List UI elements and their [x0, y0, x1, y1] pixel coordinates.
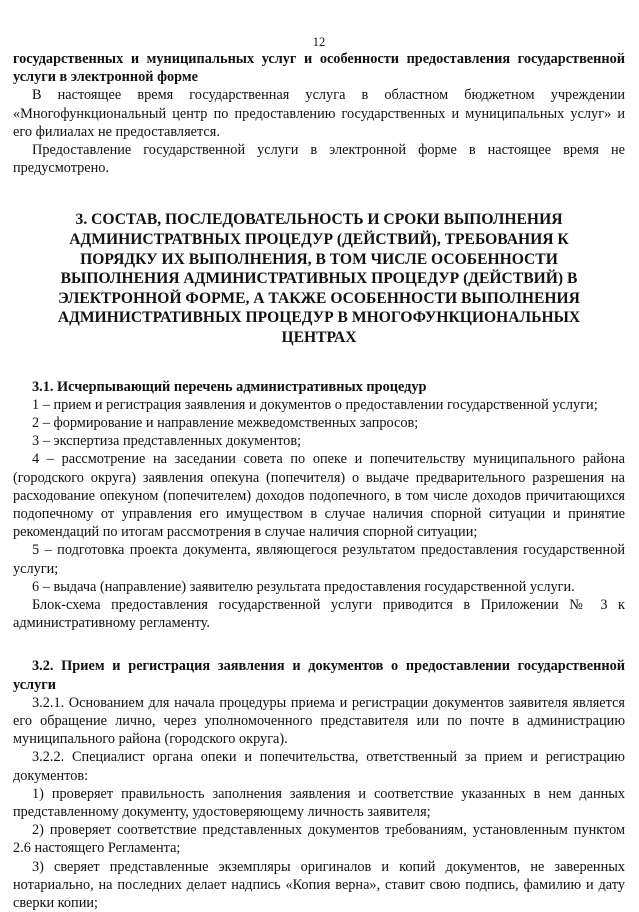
page-number: 12: [312, 35, 326, 49]
procedure-item: 4 – рассмотрение на заседании совета по опеке и попечительству муниципального района (городского округа) заявления опекуна (попечителя) о выдаче предварительного разрешения на расходование опекуном (попечителем) доходов подопечного, в том числе доходов причитающихся подопечному от управления его имуществом в случае наличия спорной ситуации и принятие рекомендаций по итогам рассмотрения в случае наличия спорной ситуации;: [13, 451, 625, 541]
section-3-2-heading: 3.2. Прием и регистрация заявления и документов о предоставлении государственной услуги: [13, 658, 625, 693]
procedure-item: 1 – прием и регистрация заявления и документов о предоставлении государственной услуги;: [32, 396, 598, 413]
procedure-item: 6 – выдача (направление) заявителю результата предоставления государственной услуги.: [32, 578, 575, 595]
section-3-title: 3. СОСТАВ, ПОСЛЕДОВАТЕЛЬНОСТЬ И СРОКИ ВЫПОЛНЕНИЯ АДМИНИСТРАТВНЫХ ПРОЦЕДУР (ДЕЙСТВИЙ), ТРЕБОВАНИЯ К ПОРЯДКУ ИХ ВЫПОЛНЕНИЯ, В ТОМ ЧИСЛЕ ОСОБЕННОСТИ ВЫПОЛНЕНИЯ АДМИНИСТРАТИВНЫХ ПРОЦЕДУР (ДЕЙСТВИЙ) В ЭЛЕКТРОННОЙ ФОРМЕ, А ТАКЖЕ ОСОБЕННОСТИ ВЫПОЛНЕНИЯ АДМИНИСТРАТИВНЫХ ПРОЦЕДУР В МНОГОФУНКЦИОНАЛЬНЫХ ЦЕНТРАХ: [57, 211, 581, 346]
check-step: 1) проверяет правильность заполнения заявления и соответствие указанных в нем данных представленному документу, удостоверяющему личность заявителя;: [13, 785, 625, 821]
previous-heading-tail: государственных и муниципальных услуг и особенности предоставления государственной услуги в электронной форме: [13, 51, 625, 86]
document-page: [13, 0, 625, 912]
section-3-1-heading: 3.1. Исчерпывающий перечень административных процедур: [32, 378, 427, 395]
procedure-item: 2 – формирование и направление межведомственных запросов;: [32, 414, 419, 431]
flowchart-note: Блок-схема предоставления государственной услуги приводится в Приложении № 3 к административному регламенту.: [13, 597, 625, 632]
check-step: 3) сверяет представленные экземпляры оригиналов и копий документов, не заверенных нотариально, на последних делает надпись «Копия верна», ставит свою подпись, фамилию и дату сверки копии;: [13, 858, 625, 912]
intro-paragraph: Предоставление государственной услуги в электронной форме в настоящее время не предусмотрено.: [13, 142, 625, 177]
check-step: 2) проверяет соответствие представленных документов требованиям, установленным пунктом 2.6 настоящего Регламента;: [13, 822, 625, 857]
paragraph-3-2-1: 3.2.1. Основанием для начала процедуры приема и регистрации документов заявителя является его обращение лично, через уполномоченного представителя или по почте в администрацию муниципального района (городского округа).: [13, 694, 625, 748]
procedure-item: 3 – экспертиза представленных документов;: [32, 433, 302, 450]
intro-paragraph: В настоящее время государственная услуга в областном бюджетном учреждении «Многофункциональный центр по предоставлению государственных и муниципальных услуг» и его филиалах не предоставляется.: [13, 87, 625, 140]
procedure-item: 5 – подготовка проекта документа, являющегося результатом предоставления государственной услуги;: [13, 542, 625, 577]
paragraph-3-2-2: 3.2.2. Специалист органа опеки и попечительства, ответственный за прием и регистрацию документов:: [13, 749, 625, 784]
